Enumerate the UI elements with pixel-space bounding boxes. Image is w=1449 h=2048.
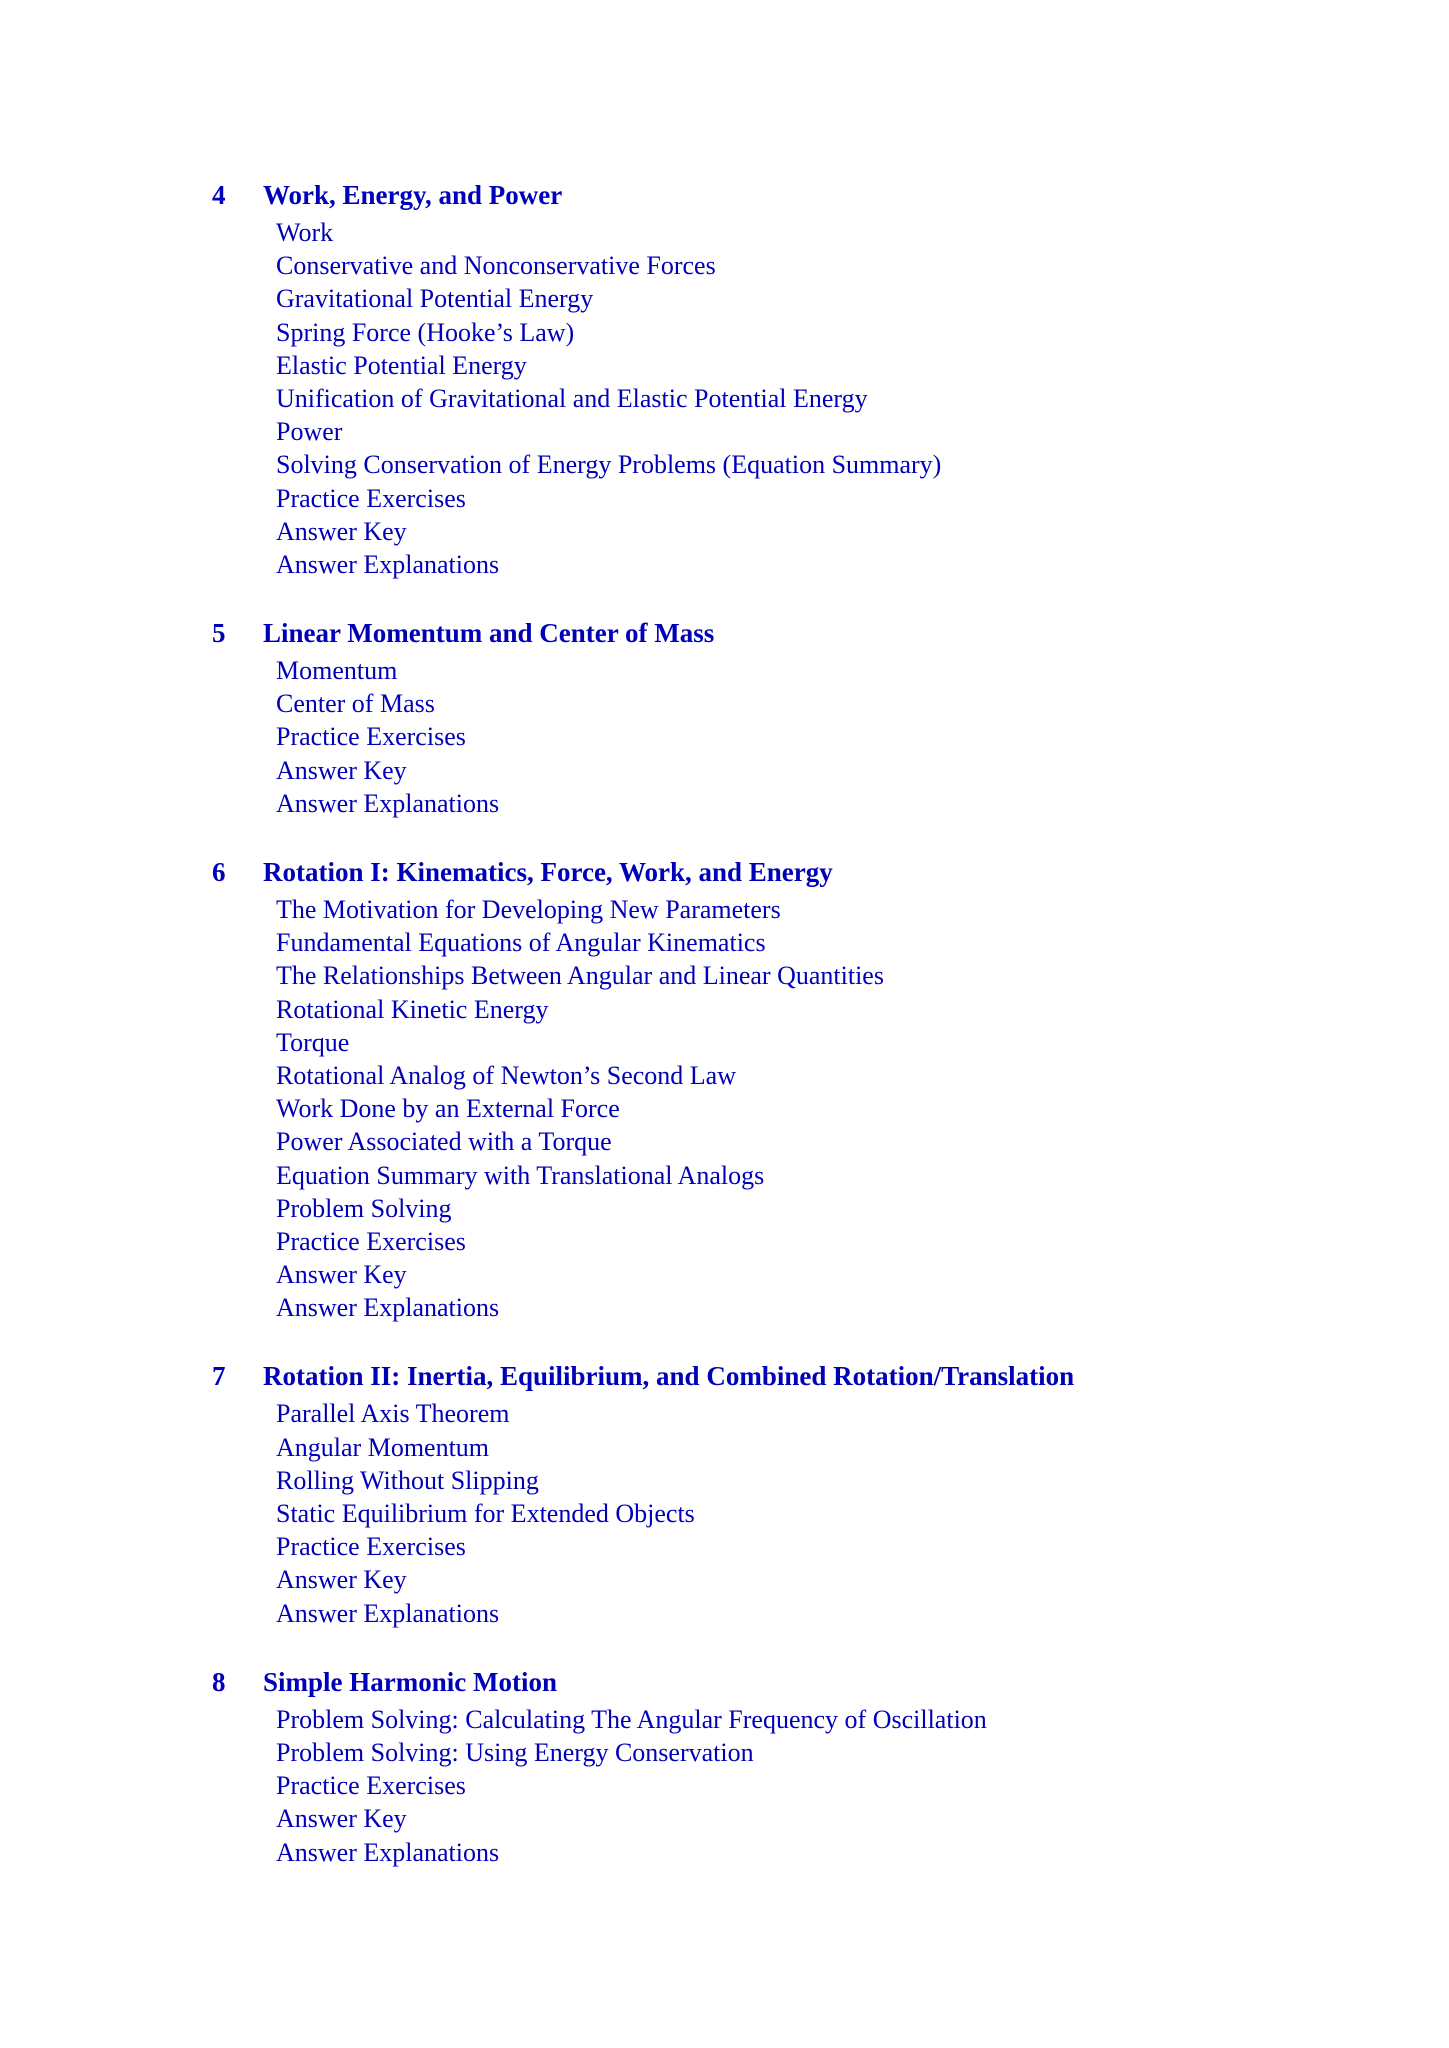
section-list bbox=[212, 1397, 1312, 1629]
chapter-number: 7 bbox=[212, 1361, 226, 1392]
section-link[interactable]: Center of Mass bbox=[276, 689, 435, 719]
section-link[interactable]: Gravitational Potential Energy bbox=[276, 284, 594, 314]
chapter-block bbox=[212, 174, 1312, 581]
section-list bbox=[212, 654, 1312, 820]
section-link[interactable]: Momentum bbox=[276, 656, 398, 686]
section-link[interactable]: Answer Explanations bbox=[276, 549, 500, 579]
section-link[interactable]: Practice Exercises bbox=[276, 1532, 466, 1562]
section-link[interactable]: Static Equilibrium for Extended Objects bbox=[276, 1499, 695, 1528]
section-link[interactable]: Answer Key bbox=[276, 516, 407, 546]
chapter-number: 8 bbox=[212, 1666, 226, 1697]
section-link[interactable]: Practice Exercises bbox=[276, 1771, 466, 1801]
section-link[interactable]: Solving Conservation of Energy Problems (Equation Summary) bbox=[276, 450, 942, 480]
section-link[interactable]: Answer Key bbox=[276, 1804, 407, 1834]
chapter-block bbox=[212, 612, 1312, 820]
section-link[interactable]: Practice Exercises bbox=[276, 483, 466, 513]
section-link[interactable]: Spring Force (Hooke’s Law) bbox=[276, 317, 575, 347]
section-link[interactable]: Rotational Analog of Newton’s Second Law bbox=[276, 1060, 736, 1090]
chapter-heading[interactable] bbox=[212, 851, 1312, 893]
section-link[interactable]: Equation Summary with Translational Analogs bbox=[276, 1160, 765, 1190]
chapter-number: 4 bbox=[212, 180, 226, 210]
section-link[interactable]: Answer Explanations bbox=[276, 1293, 500, 1323]
section-link[interactable]: Practice Exercises bbox=[276, 1226, 466, 1256]
section-link[interactable]: Work bbox=[276, 218, 334, 247]
section-link[interactable]: Problem Solving: Using Energy Conservation bbox=[276, 1737, 754, 1767]
chapter-number: 6 bbox=[212, 857, 226, 887]
section-link[interactable]: Answer Explanations bbox=[276, 788, 500, 818]
section-link[interactable]: Rolling Without Slipping bbox=[276, 1465, 539, 1495]
section-link[interactable]: Practice Exercises bbox=[276, 722, 466, 752]
section-link[interactable]: Torque bbox=[276, 1027, 350, 1057]
chapter-block bbox=[212, 1355, 1312, 1629]
chapter-block bbox=[212, 1661, 1312, 1869]
section-link[interactable]: Problem Solving: Calculating The Angular Frequency of Oscillation bbox=[276, 1704, 987, 1734]
chapter-title-link[interactable]: Rotation I: Kinematics, Force, Work, and Energy bbox=[263, 857, 833, 887]
section-list bbox=[212, 893, 1312, 1324]
chapter-heading[interactable] bbox=[212, 1661, 1312, 1703]
chapter-number: 5 bbox=[212, 618, 226, 649]
chapter-title-link[interactable]: Linear Momentum and Center of Mass bbox=[263, 618, 715, 649]
chapter-heading[interactable] bbox=[212, 612, 1312, 654]
section-link[interactable]: Answer Key bbox=[276, 1260, 407, 1290]
section-link[interactable]: Elastic Potential Energy bbox=[276, 350, 527, 380]
section-link[interactable]: Problem Solving bbox=[276, 1193, 452, 1223]
section-link[interactable]: Answer Explanations bbox=[276, 1598, 500, 1628]
section-link[interactable]: Answer Key bbox=[276, 755, 407, 785]
chapter-title-link[interactable]: Work, Energy, and Power bbox=[263, 180, 563, 210]
section-link[interactable]: Fundamental Equations of Angular Kinematics bbox=[276, 928, 766, 958]
chapter-block bbox=[212, 851, 1312, 1324]
section-link[interactable]: Unification of Gravitational and Elastic Potential Energy bbox=[276, 383, 868, 413]
section-link[interactable]: Work Done by an External Force bbox=[276, 1094, 620, 1124]
chapter-heading[interactable] bbox=[212, 174, 1312, 216]
table-of-contents bbox=[212, 174, 1312, 1900]
section-link[interactable]: The Relationships Between Angular and Linear Quantities bbox=[276, 961, 884, 991]
section-link[interactable]: Angular Momentum bbox=[276, 1432, 490, 1462]
section-link[interactable]: Answer Explanations bbox=[276, 1837, 500, 1867]
chapter-title-link[interactable]: Rotation II: Inertia, Equilibrium, and Combined Rotation/Translation bbox=[263, 1361, 1075, 1392]
section-list bbox=[212, 1703, 1312, 1869]
section-link[interactable]: Power Associated with a Torque bbox=[276, 1127, 612, 1157]
section-list bbox=[212, 216, 1312, 581]
section-link[interactable]: Rotational Kinetic Energy bbox=[276, 994, 549, 1024]
section-link[interactable]: Power bbox=[276, 417, 343, 447]
chapter-title-link[interactable]: Simple Harmonic Motion bbox=[263, 1666, 557, 1697]
section-link[interactable]: Parallel Axis Theorem bbox=[276, 1399, 510, 1429]
section-link[interactable]: The Motivation for Developing New Parameters bbox=[276, 895, 781, 924]
section-link[interactable]: Answer Key bbox=[276, 1565, 407, 1595]
chapter-heading[interactable] bbox=[212, 1355, 1312, 1397]
section-link[interactable]: Conservative and Nonconservative Forces bbox=[276, 251, 716, 281]
